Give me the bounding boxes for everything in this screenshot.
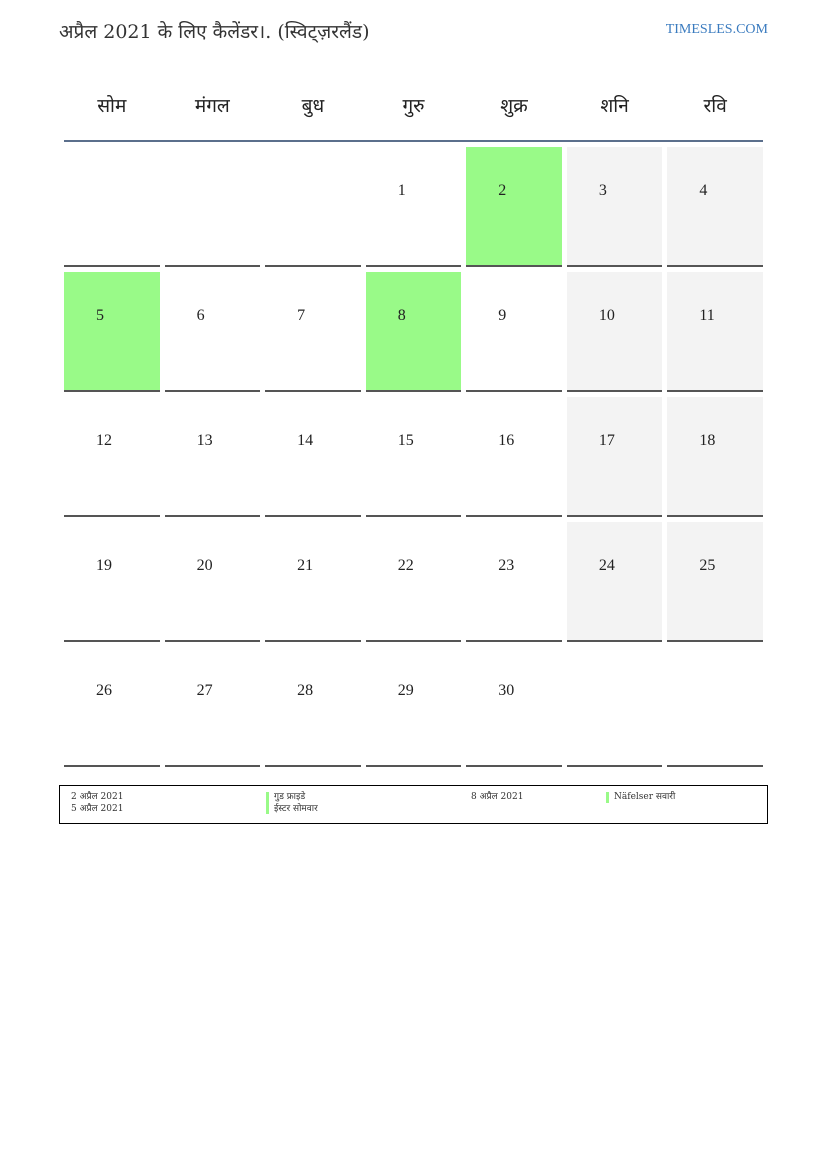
day-cell[interactable] bbox=[64, 522, 160, 642]
weekday-tue: मंगल bbox=[194, 95, 230, 117]
calendar-week bbox=[64, 147, 763, 267]
day-cell[interactable] bbox=[466, 272, 562, 392]
day-number: 8 bbox=[397, 307, 406, 324]
legend-date: 5 अप्रैल 2021 bbox=[71, 804, 124, 814]
day-number: 23 bbox=[498, 557, 515, 574]
weekday-thu: गुरु bbox=[402, 95, 425, 117]
day-number: 20 bbox=[196, 557, 213, 574]
day-cell[interactable] bbox=[466, 522, 562, 642]
legend-date: 8 अप्रैल 2021 bbox=[471, 792, 524, 802]
day-number: 28 bbox=[297, 682, 314, 699]
day-number: 7 bbox=[297, 307, 306, 324]
legend-holiday-name: ईस्टर सोमवार bbox=[274, 804, 318, 814]
day-cell[interactable] bbox=[64, 647, 160, 767]
empty-day-cell bbox=[667, 647, 763, 767]
calendar-week bbox=[64, 647, 763, 767]
day-number: 18 bbox=[699, 432, 716, 449]
day-number: 13 bbox=[196, 432, 213, 449]
weekday-sat: शनि bbox=[600, 95, 629, 117]
day-cell[interactable] bbox=[667, 147, 763, 267]
day-number: 22 bbox=[397, 557, 414, 574]
day-cell[interactable] bbox=[667, 397, 763, 517]
day-cell[interactable] bbox=[466, 647, 562, 767]
day-cell[interactable] bbox=[466, 147, 562, 267]
day-cell[interactable] bbox=[265, 397, 361, 517]
day-cell[interactable] bbox=[567, 397, 663, 517]
day-number: 17 bbox=[598, 432, 615, 449]
holiday-color-marker bbox=[266, 792, 269, 814]
day-cell[interactable] bbox=[366, 272, 462, 392]
day-number: 26 bbox=[96, 682, 112, 699]
day-cell[interactable] bbox=[366, 397, 462, 517]
site-link[interactable]: TIMESLES.COM bbox=[665, 22, 768, 37]
day-number: 19 bbox=[96, 557, 112, 574]
empty-day-cell bbox=[165, 147, 261, 267]
day-number: 27 bbox=[196, 682, 213, 699]
day-number: 4 bbox=[699, 182, 708, 199]
day-cell[interactable] bbox=[366, 647, 462, 767]
day-number: 10 bbox=[598, 307, 615, 324]
legend-holiday-name: Näfelser सवारी bbox=[614, 792, 676, 802]
calendar-week bbox=[64, 397, 763, 517]
calendar-grid bbox=[64, 70, 763, 772]
holiday-color-marker bbox=[606, 792, 609, 803]
day-number: 14 bbox=[297, 432, 314, 449]
page-title: अप्रैल 2021 के लिए कैलेंडर।. (स्विट्ज़रलैंड) bbox=[59, 21, 370, 43]
weekday-wed: बुध bbox=[301, 95, 325, 117]
day-number: 11 bbox=[699, 307, 715, 324]
weekday-fri: शुक्र bbox=[500, 95, 528, 117]
holiday-legend bbox=[59, 785, 768, 824]
empty-day-cell bbox=[567, 647, 663, 767]
day-number: 25 bbox=[699, 557, 716, 574]
day-number: 21 bbox=[297, 557, 314, 574]
day-cell[interactable] bbox=[165, 272, 261, 392]
day-cell[interactable] bbox=[567, 147, 663, 267]
day-number: 24 bbox=[598, 557, 615, 574]
day-cell[interactable] bbox=[64, 397, 160, 517]
legend-holiday-name: गुड फ्राइडे bbox=[274, 792, 306, 802]
empty-day-cell bbox=[265, 147, 361, 267]
day-number: 30 bbox=[498, 682, 515, 699]
legend-date: 2 अप्रैल 2021 bbox=[71, 792, 124, 802]
day-number: 12 bbox=[96, 432, 112, 449]
day-cell[interactable] bbox=[466, 397, 562, 517]
day-number: 5 bbox=[96, 307, 104, 324]
day-cell[interactable] bbox=[667, 272, 763, 392]
day-number: 3 bbox=[598, 182, 607, 199]
day-cell[interactable] bbox=[265, 272, 361, 392]
day-cell[interactable] bbox=[265, 522, 361, 642]
day-number: 6 bbox=[196, 307, 205, 324]
day-cell[interactable] bbox=[265, 647, 361, 767]
day-cell[interactable] bbox=[567, 522, 663, 642]
day-cell[interactable] bbox=[165, 397, 261, 517]
calendar-week bbox=[64, 522, 763, 642]
weekday-sun: रवि bbox=[703, 95, 727, 117]
day-number: 2 bbox=[498, 182, 507, 199]
weekday-mon: सोम bbox=[97, 95, 127, 117]
day-cell[interactable] bbox=[165, 647, 261, 767]
day-number: 29 bbox=[397, 682, 414, 699]
day-number: 1 bbox=[397, 182, 406, 199]
day-cell[interactable] bbox=[667, 522, 763, 642]
day-cell[interactable] bbox=[366, 522, 462, 642]
day-number: 9 bbox=[498, 307, 507, 324]
weekday-header bbox=[64, 70, 763, 142]
day-number: 15 bbox=[397, 432, 414, 449]
day-cell[interactable] bbox=[567, 272, 663, 392]
day-number: 16 bbox=[498, 432, 515, 449]
day-cell[interactable] bbox=[64, 272, 160, 392]
day-cell[interactable] bbox=[165, 522, 261, 642]
empty-day-cell bbox=[64, 147, 160, 267]
calendar-week bbox=[64, 272, 763, 392]
day-cell[interactable] bbox=[366, 147, 462, 267]
calendar-weeks bbox=[64, 147, 763, 767]
